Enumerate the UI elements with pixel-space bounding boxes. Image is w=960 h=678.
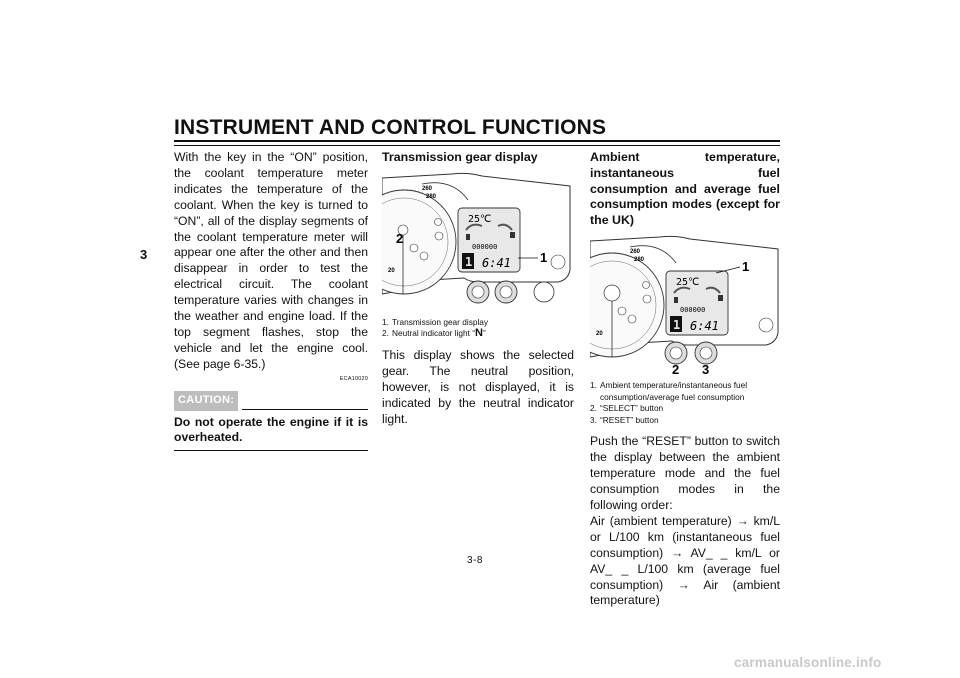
caption-text: Transmission gear display xyxy=(392,316,489,327)
caution-rule xyxy=(242,409,368,410)
indicator-icon xyxy=(643,281,650,288)
ambient-mode-order-text: Air (ambient temperature) → km/L or L/100 km (instantaneous fuel consumption) → AV_ _ km/L or AV_ _ L/100 km (average fuel consumption) → Air (ambient temperature) xyxy=(590,513,780,608)
indicator-icon xyxy=(420,252,428,260)
callout-number: 1 xyxy=(540,249,548,265)
caption-number: 2. xyxy=(382,328,389,339)
callout-number: 2 xyxy=(396,230,404,246)
title-rule xyxy=(174,140,780,142)
page-title: INSTRUMENT AND CONTROL FUNCTIONS xyxy=(174,116,607,139)
indicator-icon xyxy=(643,295,651,303)
caption-item xyxy=(590,403,780,415)
ambient-body-text: Push the “RESET” button to switch the display between the ambient temperature mode and the fuel consumption modes in the following order: xyxy=(590,434,780,512)
caution-label: CAUTION: xyxy=(174,391,238,411)
indicator-icon xyxy=(435,232,443,240)
caption-text: “RESET” button xyxy=(600,414,659,425)
caution-text: Do not operate the engine if it is overheated. xyxy=(174,414,368,445)
callout-number: 2 xyxy=(672,361,680,375)
caption-number: 1. xyxy=(590,379,597,390)
caption-item xyxy=(382,328,574,340)
caution-code: ECA10020 xyxy=(339,375,368,382)
gauge-label: 280 xyxy=(426,193,437,200)
figure-captions xyxy=(382,317,574,340)
caption-number: 1. xyxy=(382,316,389,327)
gauge-label: 20 xyxy=(388,267,395,274)
instrument-cluster-illustration xyxy=(590,233,780,375)
instrument-cluster-illustration xyxy=(382,170,572,312)
gear-digit: 1 xyxy=(465,254,473,269)
gauge-label: 280 xyxy=(634,256,645,263)
gear-digit: 1 xyxy=(673,317,681,332)
caution-bottom-rule xyxy=(174,450,368,451)
lcd-temperature: 25℃ xyxy=(676,276,700,288)
lcd-odometer: 000000 xyxy=(680,305,706,314)
caption-number: 3. xyxy=(590,414,597,425)
caption-text xyxy=(392,328,574,340)
caption-number: 2. xyxy=(590,403,597,414)
indicator-icon xyxy=(410,244,418,252)
column-coolant xyxy=(174,150,368,451)
figure-captions xyxy=(590,380,780,426)
section-tab-number: 3 xyxy=(140,247,148,262)
caption-text-part: Neutral indicator light “ xyxy=(392,328,476,339)
column-transmission xyxy=(382,150,574,428)
neutral-symbol-icon: N xyxy=(475,327,483,340)
caption-item xyxy=(590,380,780,403)
lcd-odometer: 000000 xyxy=(472,242,498,251)
column-ambient xyxy=(590,150,780,609)
page-number: 3-8 xyxy=(467,555,483,566)
indicator-icon xyxy=(618,307,626,315)
gauge-label: 260 xyxy=(630,248,641,255)
indicator-icon xyxy=(628,315,636,323)
caution-header xyxy=(174,391,368,411)
caption-text: Ambient temperature/instantaneous fuel consumption/average fuel consumption xyxy=(600,379,748,402)
indicator-icon xyxy=(435,218,442,225)
transmission-body-text: This display shows the selected gear. The neutral position, however, is not displayed, it is indicated by the neutral indicator light. xyxy=(382,347,574,426)
lcd-clock: 6:41 xyxy=(482,255,511,270)
caption-text: “SELECT” button xyxy=(600,403,664,414)
ambient-heading: Ambient temperature, instantaneous fuel consumption and average fuel consumption modes (except for the UK) xyxy=(590,150,780,228)
lcd-clock: 6:41 xyxy=(690,318,719,333)
gauge-label: 260 xyxy=(422,185,433,192)
gauge-label: 20 xyxy=(596,330,603,337)
title-rule-thin xyxy=(174,145,780,146)
lcd-temperature: 25℃ xyxy=(468,213,492,225)
instrument-figure-transmission xyxy=(382,170,572,312)
transmission-heading: Transmission gear display xyxy=(382,150,538,164)
callout-number: 3 xyxy=(702,361,710,375)
watermark: carmanualsonline.info xyxy=(734,655,882,670)
coolant-body-text: With the key in the “ON” position, the coolant temperature meter indicates the temperature of the coolant. When the key is turned to “ON”, all of the display segments of the coolant temperature meter will appear one after the other and then disappear in order to test the electrical circuit. The coolant temperature varies with changes in the weather and engine load. If the top segment flashes, stop the vehicle and let the engine cool. (See page 6-35.) xyxy=(174,150,368,371)
caption-item xyxy=(590,415,780,427)
instrument-figure-ambient xyxy=(590,233,780,375)
callout-number: 1 xyxy=(742,258,750,274)
caption-text-part: ” xyxy=(482,328,486,339)
